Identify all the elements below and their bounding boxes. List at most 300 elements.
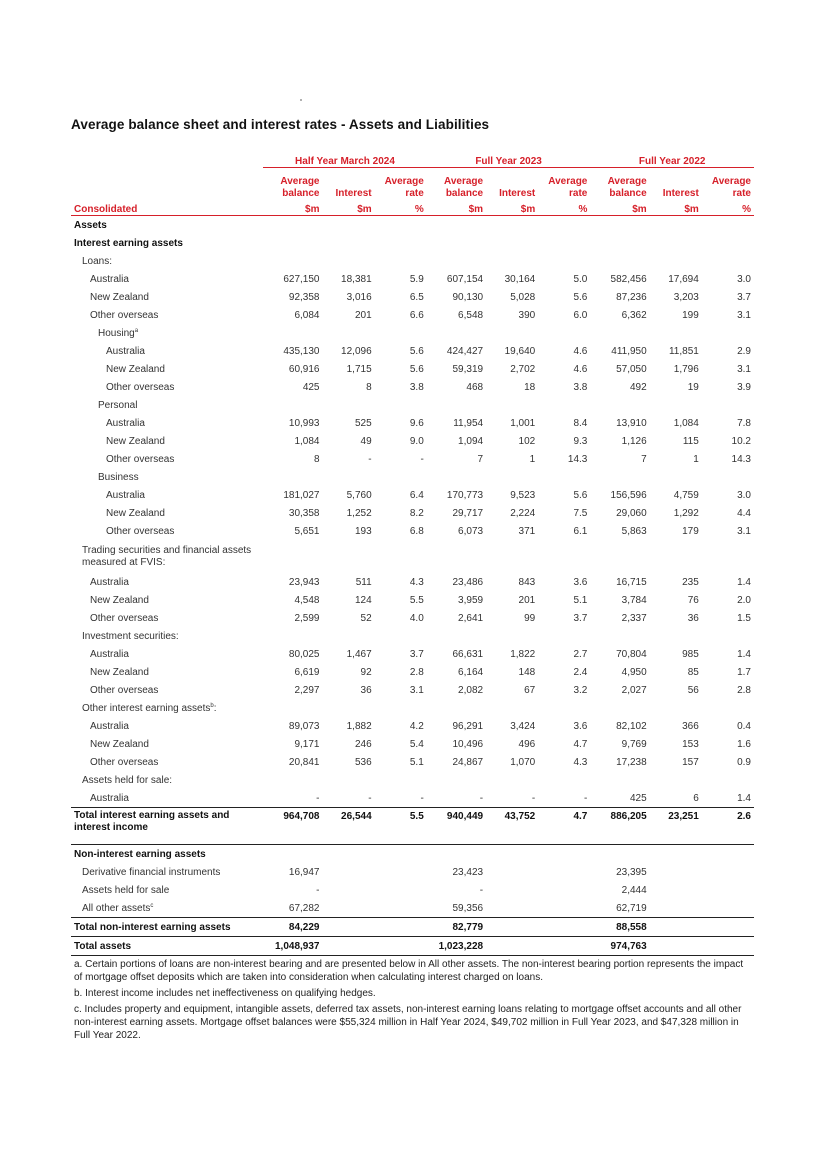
interest-cell: 36: [360, 684, 372, 696]
header-text: Interest: [335, 188, 372, 199]
interest-cell: 5,028: [510, 291, 536, 303]
rate-cell: 3.1: [409, 684, 424, 696]
interest-cell: 1,001: [510, 417, 536, 429]
balance-cell: 3,959: [458, 594, 484, 606]
interest-cell: [323, 540, 375, 573]
table-row: [71, 522, 754, 540]
interest-cell: 1: [529, 453, 536, 465]
interest-cell: [650, 540, 702, 573]
interest-cell: [486, 540, 538, 573]
row-label-text: Loans:: [82, 255, 113, 267]
balance-cell: -: [479, 792, 484, 804]
balance-cell: [590, 771, 649, 789]
row-label-text: New Zealand: [90, 291, 149, 303]
balance-cell: 425: [302, 381, 320, 393]
rate-cell: 4.7: [573, 738, 588, 750]
table-row: [71, 663, 754, 681]
rate-cell: [702, 468, 754, 486]
interest-cell: -: [368, 792, 372, 804]
row-label: [71, 573, 263, 591]
balance-cell: 60,916: [288, 363, 320, 375]
rate-cell: [538, 627, 590, 645]
rate-cell: [702, 699, 754, 717]
row-label: [71, 663, 263, 681]
balance-cell: 607,154: [446, 273, 484, 285]
table-row: [71, 306, 754, 324]
interest-cell: 199: [682, 309, 699, 321]
rate-cell: 1.6: [737, 738, 751, 750]
row-label: [71, 486, 263, 504]
interest-cell: [650, 845, 702, 864]
rate-cell: 5.6: [409, 363, 424, 375]
balance-cell: 87,236: [616, 291, 647, 303]
rate-cell: [538, 468, 590, 486]
period-full-year-2022: Full Year 2022: [590, 150, 754, 168]
row-label-text: Australia: [106, 417, 145, 429]
interest-cell: [650, 937, 702, 956]
balance-cell: 6,073: [458, 525, 484, 537]
table-row: [71, 645, 754, 663]
column-header-row: [71, 168, 754, 201]
row-label-text: Australia: [106, 489, 145, 501]
table-row: [71, 234, 754, 252]
balance-cell: 8: [313, 453, 320, 465]
interest-cell: [323, 468, 375, 486]
row-label-text: Assets held for sale: [82, 884, 170, 896]
balance-unit: $m: [263, 200, 322, 216]
row-label-text: Australia: [106, 345, 145, 357]
balance-cell: [590, 324, 649, 342]
rate-cell: [375, 234, 427, 252]
interest-cell: 1,882: [346, 720, 372, 732]
balance-cell: 2,082: [458, 684, 484, 696]
balance-cell: 2,599: [294, 612, 320, 624]
interest-cell: 17,694: [668, 273, 699, 285]
row-label: [71, 234, 263, 252]
interest-cell: 92: [360, 666, 372, 678]
rate-cell: 5.5: [409, 594, 424, 606]
row-label-text: Australia: [90, 648, 129, 660]
balance-cell: 88,558: [590, 918, 649, 937]
rate-cell: 3.1: [737, 363, 751, 375]
interest-cell: 115: [682, 435, 699, 447]
interest-cell: 366: [682, 720, 699, 732]
balance-cell: 6,619: [294, 666, 320, 678]
balance-cell: 3,784: [621, 594, 647, 606]
rate-cell: 1.5: [737, 612, 751, 624]
interest-cell: 49: [360, 435, 372, 447]
row-label-text: New Zealand: [90, 738, 149, 750]
interest-cell: 85: [687, 666, 699, 678]
rate-cell: [375, 396, 427, 414]
rate-cell: [375, 216, 427, 235]
balance-cell: 424,427: [446, 345, 484, 357]
rate-cell: 3.2: [573, 684, 588, 696]
interest-cell: 1,822: [510, 648, 536, 660]
interest-cell: [650, 899, 702, 918]
table-row: [71, 681, 754, 699]
row-label: [71, 432, 263, 450]
table-row: [71, 845, 754, 864]
balance-cell: 62,719: [616, 902, 647, 914]
balance-cell: [263, 216, 322, 235]
rate-cell: 3.7: [573, 612, 588, 624]
rate-cell: 0.9: [737, 756, 751, 768]
header-text: Average: [548, 176, 588, 187]
balance-cell: [427, 234, 486, 252]
table-row: [71, 270, 754, 288]
rate-cell: [702, 918, 754, 937]
interest-cell: 3,424: [510, 720, 536, 732]
balance-cell: 964,708: [263, 808, 322, 845]
balance-cell: [590, 252, 649, 270]
interest-cell: 30,164: [504, 273, 536, 285]
row-label: [71, 378, 263, 396]
header-text: rate: [569, 188, 588, 199]
balance-cell: 2,027: [621, 684, 647, 696]
rate-cell: 3.7: [409, 648, 424, 660]
interest-cell: [323, 899, 375, 918]
interest-cell: [323, 252, 375, 270]
interest-cell: 536: [354, 756, 372, 768]
balance-cell: 92,358: [288, 291, 320, 303]
rate-cell: [375, 540, 427, 573]
rate-cell: 6.0: [573, 309, 588, 321]
table-row: [71, 899, 754, 918]
row-label: [71, 863, 263, 881]
footnote: b. Interest income includes net ineffectiveness on qualifying hedges.: [74, 988, 376, 999]
row-label: [71, 937, 263, 956]
rate-cell: [538, 899, 590, 918]
average-rate-header: [702, 168, 754, 201]
table-row: [71, 863, 754, 881]
balance-cell: 582,456: [610, 273, 647, 285]
interest-cell: 2,702: [510, 363, 536, 375]
table-row: [71, 324, 754, 342]
interest-cell: [323, 937, 375, 956]
balance-cell: 23,395: [616, 866, 647, 878]
header-text: rate: [732, 188, 751, 199]
interest-cell: 124: [354, 594, 372, 606]
rate-cell: 10.2: [731, 435, 751, 447]
interest-cell: -: [368, 453, 372, 465]
rate-cell: 4.3: [409, 576, 424, 588]
rate-cell: 3.0: [737, 489, 751, 501]
balance-cell: 20,841: [288, 756, 320, 768]
balance-cell: [427, 627, 486, 645]
row-label: [71, 753, 263, 771]
row-label-text: Australia: [90, 792, 129, 804]
balance-cell: 6,548: [458, 309, 484, 321]
rate-cell: 0.4: [737, 720, 751, 732]
table-row: [71, 609, 754, 627]
interest-cell: 11,851: [668, 345, 699, 357]
interest-cell: [650, 234, 702, 252]
balance-cell: 57,050: [616, 363, 647, 375]
rate-cell: [702, 627, 754, 645]
row-label: [71, 609, 263, 627]
row-label: [71, 414, 263, 432]
row-label: [71, 717, 263, 735]
interest-cell: 12,096: [341, 345, 372, 357]
table-row: [71, 360, 754, 378]
balance-cell: 90,130: [452, 291, 484, 303]
rate-cell: 3.1: [737, 309, 751, 321]
balance-cell: 940,449: [427, 808, 486, 845]
interest-cell: 56: [687, 684, 699, 696]
row-label-text: Other overseas: [106, 381, 175, 393]
row-label-text: Total assets: [74, 940, 132, 952]
row-label: [71, 288, 263, 306]
balance-cell: [263, 252, 322, 270]
balance-cell: [263, 468, 322, 486]
rate-cell: [375, 899, 427, 918]
table-row: [71, 396, 754, 414]
rate-cell: [702, 937, 754, 956]
interest-cell: [486, 937, 538, 956]
rate-cell: [702, 771, 754, 789]
row-label-text: Other overseas: [90, 309, 159, 321]
rate-cell: [375, 881, 427, 899]
balance-cell: 7: [477, 453, 484, 465]
rate-cell: 4.3: [573, 756, 588, 768]
interest-cell: 26,544: [323, 808, 375, 845]
interest-cell: 201: [518, 594, 536, 606]
rate-cell: [538, 234, 590, 252]
rate-cell: 5.0: [573, 273, 588, 285]
rate-cell: 3.6: [573, 720, 588, 732]
row-label-text: New Zealand: [106, 435, 165, 447]
interest-cell: [650, 881, 702, 899]
row-label: [71, 522, 263, 540]
rate-cell: [702, 540, 754, 573]
table-row: [71, 771, 754, 789]
interest-cell: [323, 863, 375, 881]
rate-cell: [538, 863, 590, 881]
balance-cell: 82,779: [427, 918, 486, 937]
interest-cell: 36: [687, 612, 699, 624]
rate-cell: [538, 918, 590, 937]
interest-cell: [486, 234, 538, 252]
rate-cell: [538, 396, 590, 414]
interest-cell: 201: [354, 309, 372, 321]
balance-cell: [590, 699, 649, 717]
row-label-text: Other overseas: [106, 525, 175, 537]
table-row: [71, 378, 754, 396]
average-balance-header: [263, 168, 322, 201]
rate-cell: [375, 468, 427, 486]
row-label-text: Housing: [98, 327, 135, 339]
interest-cell: 157: [682, 756, 699, 768]
page-title: Average balance sheet and interest rates - Assets and Liabilities: [71, 117, 490, 132]
row-label-text: Other overseas: [106, 453, 175, 465]
interest-cell: 19: [687, 381, 699, 393]
rate-cell: 4.2: [409, 720, 424, 732]
rate-cell: [375, 863, 427, 881]
interest-cell: 985: [682, 648, 699, 660]
interest-cell: [323, 881, 375, 899]
row-label: [71, 306, 263, 324]
balance-cell: [263, 234, 322, 252]
header-text: Average: [280, 176, 320, 187]
balance-cell: 974,763: [590, 937, 649, 956]
balance-cell: 23,943: [288, 576, 320, 588]
row-label-text: Non-interest earning assets: [74, 848, 206, 860]
rate-cell: 3.0: [737, 273, 751, 285]
balance-cell: 10,993: [288, 417, 320, 429]
header-text: Average: [443, 176, 484, 187]
footnotes: [74, 958, 754, 1045]
interest-header: [650, 168, 702, 201]
balance-cell: [263, 396, 322, 414]
total-row: [71, 937, 754, 956]
balance-cell: 492: [629, 381, 647, 393]
stray-dot: [300, 99, 302, 101]
table-row: [71, 414, 754, 432]
row-label: [71, 627, 263, 645]
table-row: [71, 432, 754, 450]
rate-cell: [702, 396, 754, 414]
balance-cell: 96,291: [452, 720, 484, 732]
balance-cell: [427, 540, 486, 573]
interest-cell: [323, 216, 375, 235]
interest-cell: 179: [682, 525, 699, 537]
interest-cell: [650, 324, 702, 342]
interest-cell: [650, 468, 702, 486]
rate-cell: 8.4: [573, 417, 588, 429]
rate-cell: 1.4: [737, 576, 751, 588]
balance-cell: 89,073: [288, 720, 320, 732]
interest-cell: 52: [360, 612, 372, 624]
balance-cell: 170,773: [446, 489, 484, 501]
rate-cell: [538, 216, 590, 235]
balance-cell: 4,950: [621, 666, 647, 678]
rate-cell: 2.8: [737, 684, 751, 696]
balance-cell: [427, 396, 486, 414]
rate-cell: 3.7: [737, 291, 751, 303]
balance-cell: 29,717: [452, 507, 484, 519]
interest-cell: 1,467: [346, 648, 372, 660]
row-label-text: Business: [98, 471, 139, 483]
balance-cell: 59,356: [452, 902, 484, 914]
interest-cell: [323, 845, 375, 864]
table-row: [71, 450, 754, 468]
table-row: [71, 591, 754, 609]
interest-cell: [486, 918, 538, 937]
balance-cell: 1,126: [621, 435, 647, 447]
balance-cell: [263, 540, 322, 573]
balance-cell: 468: [466, 381, 484, 393]
rate-cell: [375, 771, 427, 789]
footnote-marker: a: [134, 327, 139, 334]
rate-cell: 3.8: [409, 381, 424, 393]
rate-cell: 4.4: [737, 507, 751, 519]
interest-cell: 1,796: [673, 363, 699, 375]
rate-cell: 1.4: [737, 648, 751, 660]
interest-cell: 1,084: [673, 417, 699, 429]
rate-cell: 2.8: [409, 666, 424, 678]
interest-cell: [323, 627, 375, 645]
balance-cell: [590, 234, 649, 252]
balance-unit: $m: [427, 200, 486, 216]
row-label: [71, 450, 263, 468]
row-label: [71, 468, 263, 486]
row-label: [71, 252, 263, 270]
rate-cell: [702, 863, 754, 881]
balance-cell: 627,150: [283, 273, 320, 285]
interest-cell: [650, 216, 702, 235]
interest-cell: 67: [524, 684, 536, 696]
table-row: [71, 486, 754, 504]
balance-cell: 70,804: [616, 648, 647, 660]
interest-cell: 3,203: [673, 291, 699, 303]
rate-cell: 8.2: [409, 507, 424, 519]
balance-cell: 2,297: [294, 684, 320, 696]
rate-cell: [702, 845, 754, 864]
balance-cell: 66,631: [452, 648, 484, 660]
footnote: a. Certain portions of loans are non-interest bearing and are presented below in All other assets. The non-interest bearing portion represents the impact of mortgage offset deposits which are taken into consideration when calculating interest charged on loans.: [74, 959, 744, 983]
rate-cell: [375, 252, 427, 270]
rate-unit: %: [538, 200, 590, 216]
table-row: [71, 789, 754, 808]
interest-cell: 1,715: [346, 363, 372, 375]
table-row: [71, 717, 754, 735]
table-row: [71, 252, 754, 270]
balance-cell: 1,084: [294, 435, 320, 447]
rate-cell: 6.5: [409, 291, 424, 303]
row-label: [71, 808, 263, 845]
balance-cell: 4,548: [294, 594, 320, 606]
period-half-year-2024: Half Year March 2024: [263, 150, 427, 168]
rate-cell: [702, 216, 754, 235]
interest-cell: 99: [524, 612, 536, 624]
interest-cell: 235: [682, 576, 699, 588]
footnote-marker: b: [210, 702, 214, 709]
interest-cell: [650, 918, 702, 937]
total-row: [71, 918, 754, 937]
balance-cell: 1,048,937: [263, 937, 322, 956]
interest-cell: [323, 324, 375, 342]
rate-cell: [538, 540, 590, 573]
header-text: Interest: [499, 188, 536, 199]
rate-cell: [375, 627, 427, 645]
period-header-row: [71, 150, 754, 168]
balance-cell: 9,769: [621, 738, 647, 750]
balance-cell: [590, 845, 649, 864]
interest-cell: 390: [518, 309, 536, 321]
table-row: [71, 573, 754, 591]
row-label: [71, 918, 263, 937]
interest-cell: [486, 899, 538, 918]
row-label: [71, 270, 263, 288]
balance-cell: 181,027: [283, 489, 320, 501]
balance-cell: 5,651: [294, 525, 320, 537]
rate-unit: %: [702, 200, 754, 216]
row-label-text: All other assets: [82, 902, 151, 914]
row-label: [71, 216, 263, 235]
table-row: [71, 753, 754, 771]
row-label: [71, 504, 263, 522]
footnote-marker: c: [150, 902, 154, 909]
balance-cell: 23,423: [452, 866, 484, 878]
footnote: c. Includes property and equipment, intangible assets, deferred tax assets, non-interest earning loans relating to mortgage offset accounts and all other non-interest earning assets. Mortgage offset balances were $55,324 million in Half Year 2024, $49,702 million in Full Year 2023, and $47,328 million in Full Year 2022.: [74, 1004, 742, 1041]
row-label: [71, 645, 263, 663]
rate-cell: 7.8: [737, 417, 751, 429]
row-label: [71, 342, 263, 360]
average-rate-header: [375, 168, 427, 201]
interest-cell: [486, 881, 538, 899]
interest-cell: 1: [693, 453, 699, 465]
